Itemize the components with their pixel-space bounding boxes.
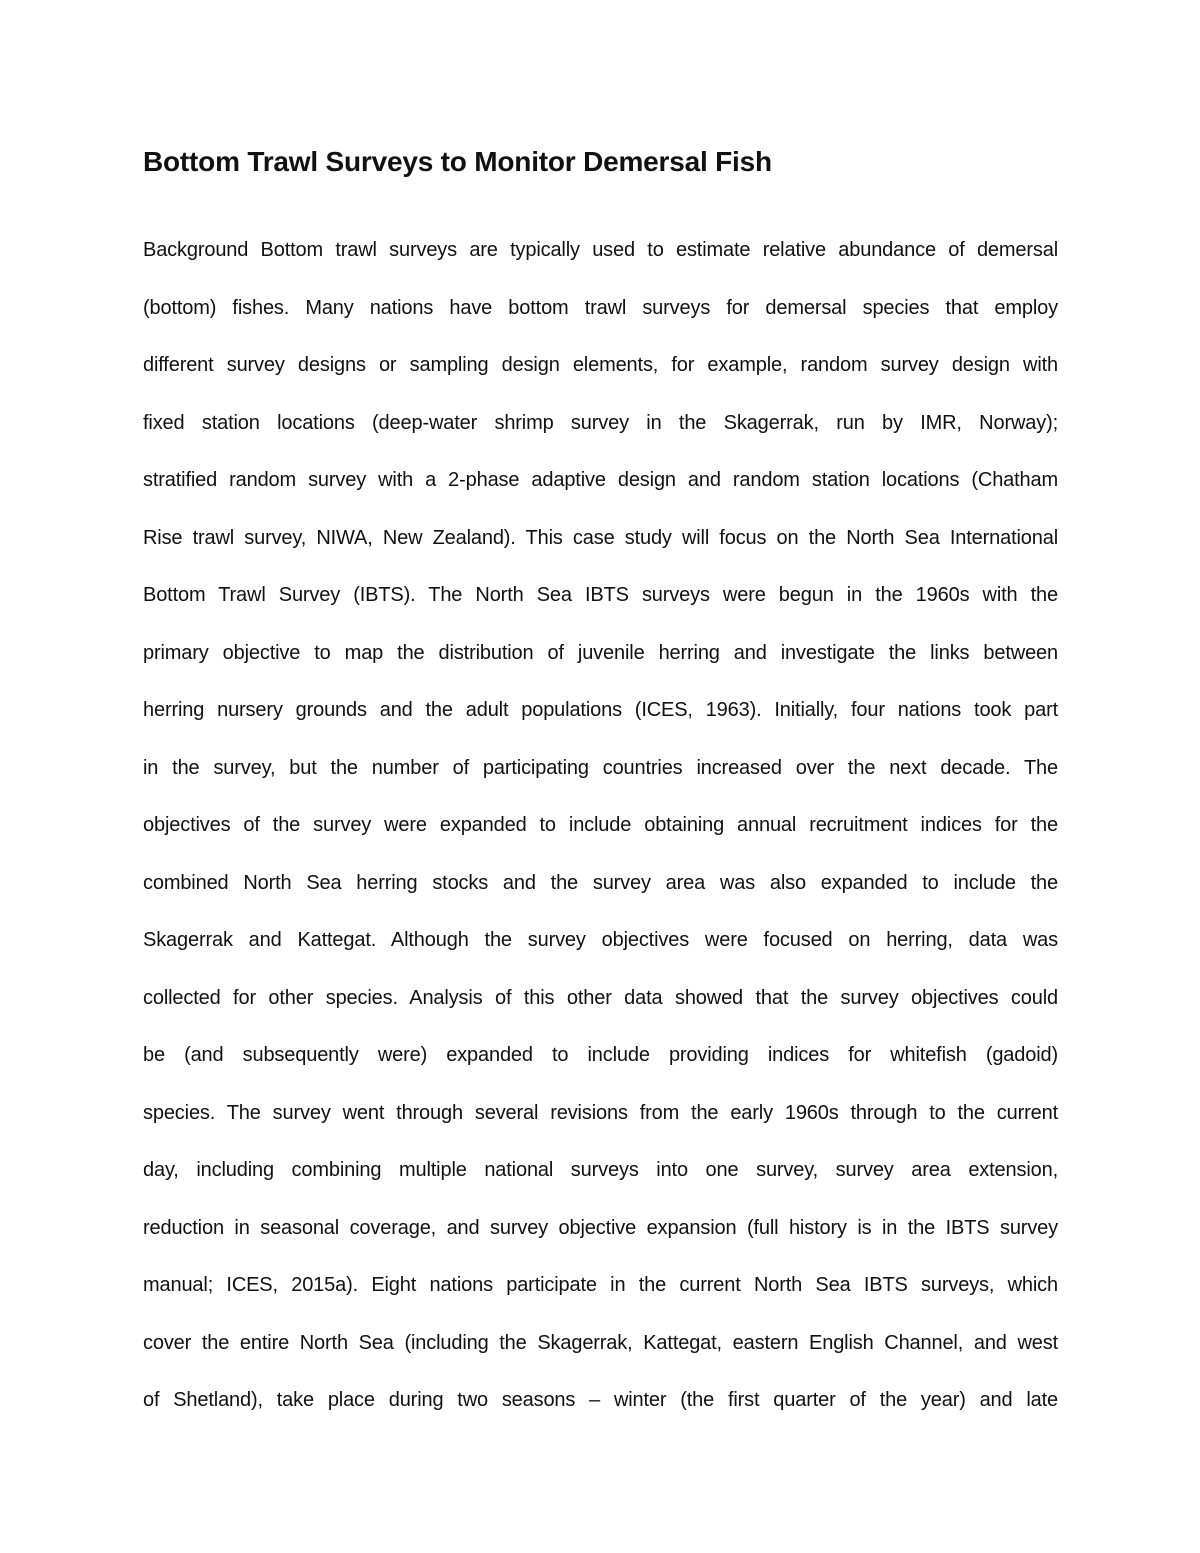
text-line: (bottom) fishes. Many nations have bottom trawl surveys for demersal species that employ <box>143 296 1058 319</box>
text-line: be (and subsequently were) expanded to include providing indices for whitefish (gadoid) <box>143 1044 1058 1066</box>
text-line: different survey designs or sampling design elements, for example, random survey design with <box>143 354 1058 376</box>
text-line: collected for other species. Analysis of this other data showed that the survey objectives could <box>143 986 1058 1009</box>
text-line: of Shetland), take place during two seasons – winter (the first quarter of the year) and late <box>143 1389 1058 1411</box>
text-line: herring nursery grounds and the adult populations (ICES, 1963). Initially, four nations took part <box>143 699 1058 721</box>
text-line: Skagerrak and Kattegat. Although the survey objectives were focused on herring, data was <box>143 929 1058 951</box>
text-line: primary objective to map the distribution of juvenile herring and investigate the links between <box>143 641 1058 664</box>
document-title: Bottom Trawl Surveys to Monitor Demersal Fish <box>143 146 772 177</box>
text-line: day, including combining multiple national surveys into one survey, survey area extension, <box>143 1159 1058 1181</box>
text-line: fixed station locations (deep-water shrimp survey in the Skagerrak, run by IMR, Norway); <box>143 411 1058 434</box>
text-line: cover the entire North Sea (including the Skagerrak, Kattegat, eastern English Channel, and west <box>143 1331 1058 1354</box>
text-line: manual; ICES, 2015a). Eight nations participate in the current North Sea IBTS surveys, which <box>143 1274 1058 1296</box>
text-line: Bottom Trawl Survey (IBTS). The North Sea IBTS surveys were begun in the 1960s with the <box>143 584 1058 606</box>
text-line: in the survey, but the number of participating countries increased over the next decade. The <box>143 756 1058 779</box>
text-line: reduction in seasonal coverage, and survey objective expansion (full history is in the IBTS survey <box>143 1216 1058 1239</box>
text-line: Background Bottom trawl surveys are typically used to estimate relative abundance of demersal <box>143 239 1058 261</box>
text-line: Rise trawl survey, NIWA, New Zealand). This case study will focus on the North Sea International <box>143 526 1058 549</box>
text-line: species. The survey went through several revisions from the early 1960s through to the current <box>143 1101 1058 1124</box>
text-line: stratified random survey with a 2-phase adaptive design and random station locations (Chatham <box>143 469 1058 491</box>
text-line: objectives of the survey were expanded to include obtaining annual recruitment indices for the <box>143 814 1058 836</box>
text-line: combined North Sea herring stocks and the survey area was also expanded to include the <box>143 871 1058 894</box>
body-paragraph <box>143 230 1058 1438</box>
